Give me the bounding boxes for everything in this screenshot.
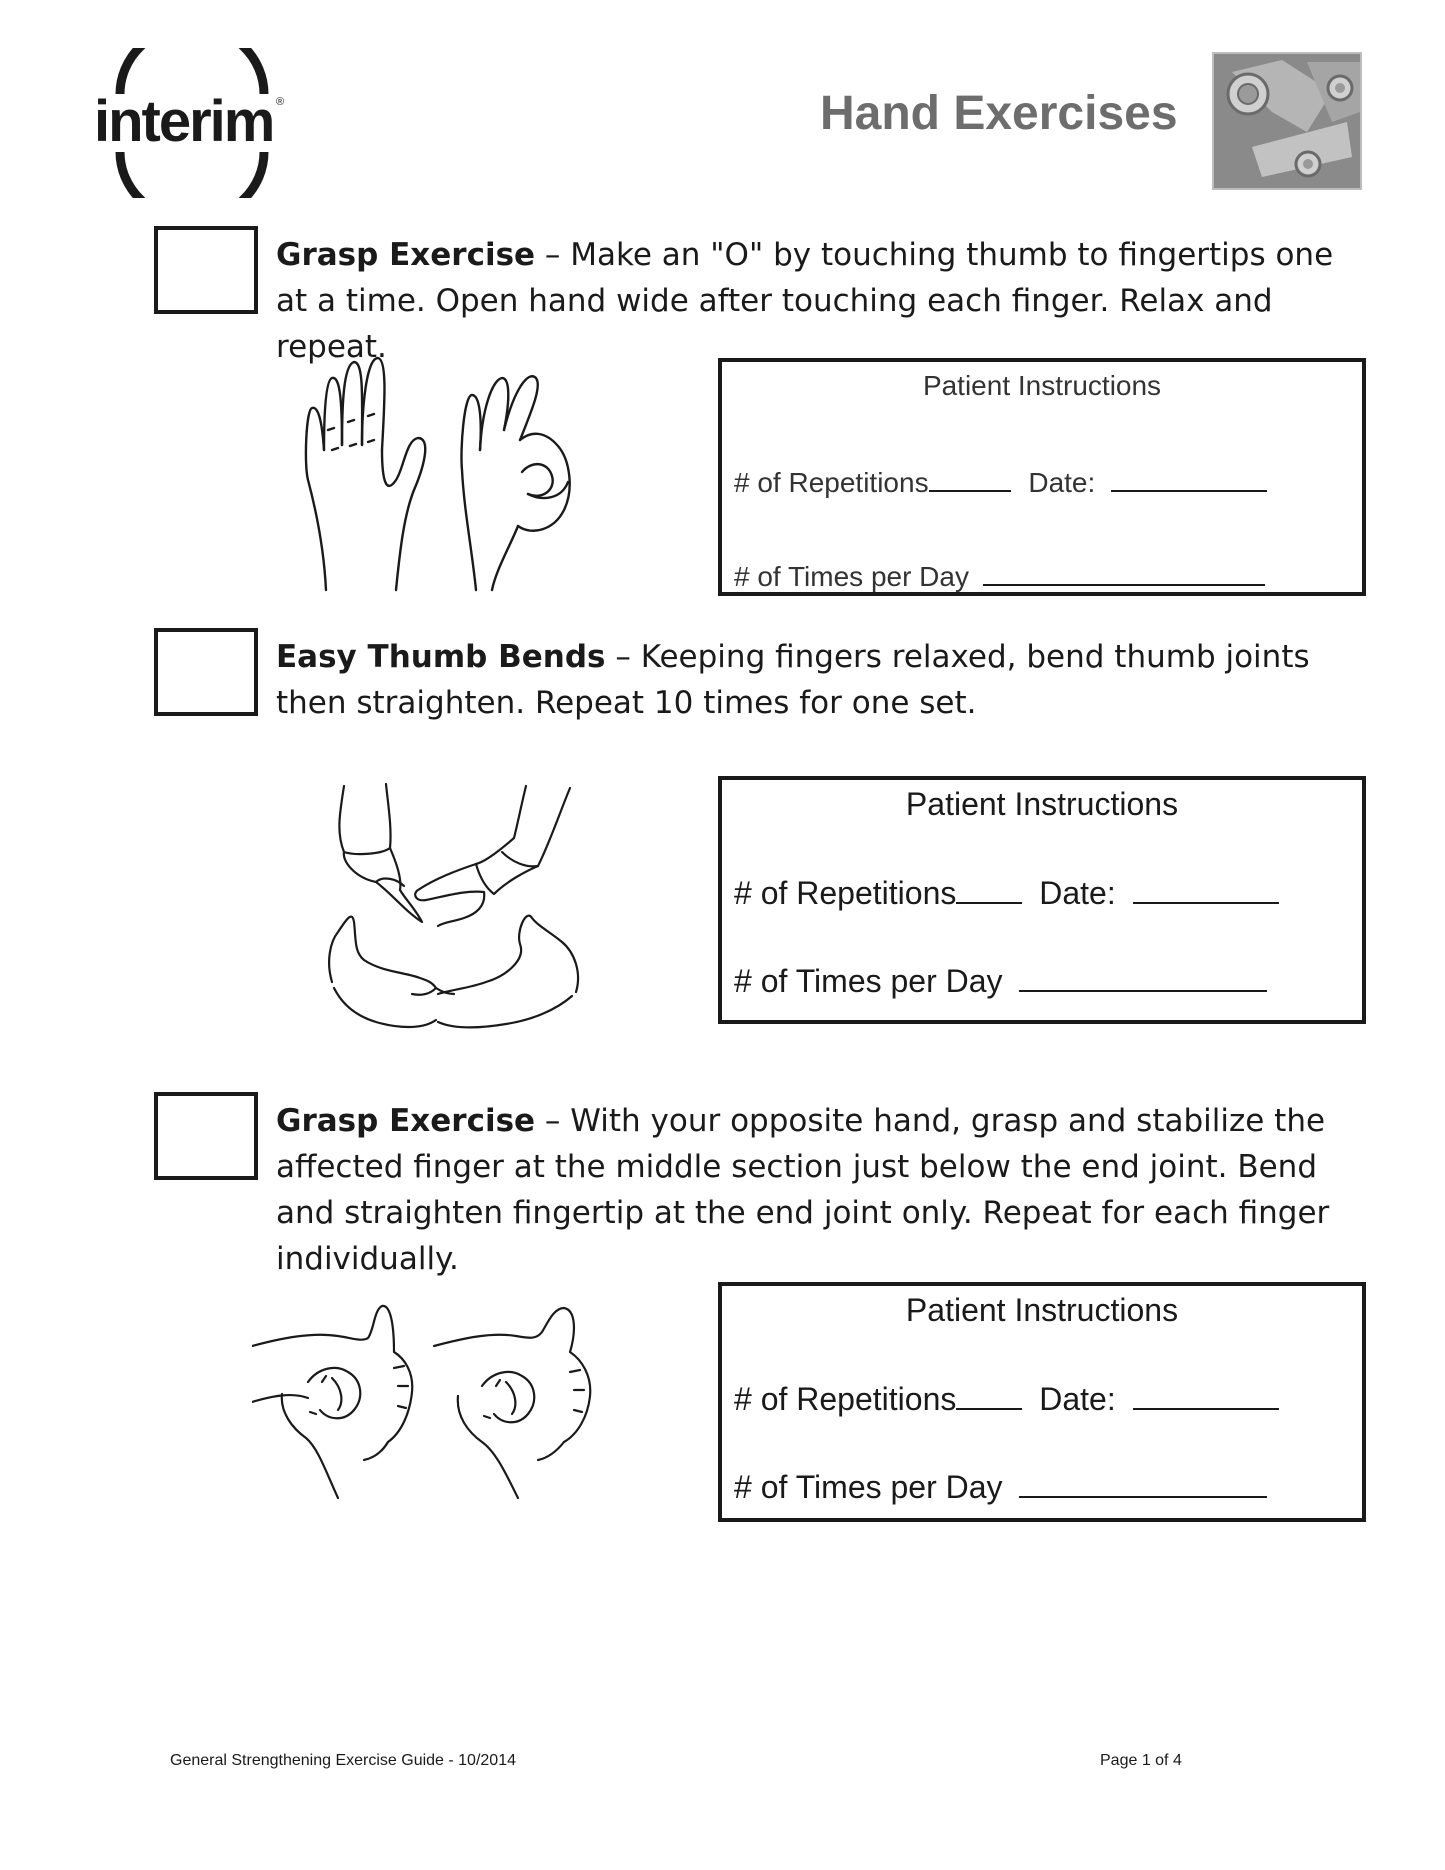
exercise-3-instructions-panel (718, 1282, 1366, 1522)
logo-wordmark: interim (94, 89, 274, 154)
times-per-day-row: # of Times per Day (734, 556, 1265, 593)
exercise-3-name: Grasp Exercise (276, 1103, 536, 1139)
exercise-1-checkbox[interactable] (154, 226, 258, 314)
exercise-2-checkbox[interactable] (154, 628, 258, 716)
repetitions-field[interactable] (956, 1376, 1022, 1410)
footer-page-number: Page 1 of 4 (1100, 1752, 1182, 1769)
times-per-day-field[interactable] (1019, 1464, 1267, 1498)
date-field[interactable] (1133, 870, 1279, 904)
times-per-day-row: # of Times per Day (734, 1464, 1267, 1506)
times-per-day-field[interactable] (1019, 958, 1267, 992)
fingertip-stabilize-hands-icon (252, 1302, 622, 1522)
page-title: Hand Exercises (820, 87, 1178, 140)
exercise-3-text: Grasp Exercise – With your opposite hand, grasp and stabilize the affected finger at the middle section just below the end joint. Bend and straighten fingertip at the end joint only. Repeat for each finger individually. (276, 1103, 1330, 1277)
repetitions-row: # of Repetitions Date: (734, 1376, 1279, 1418)
repetitions-row: # of Repetitions Date: (734, 870, 1279, 912)
exercise-1-name: Grasp Exercise (276, 237, 536, 273)
exercise-3-checkbox[interactable] (154, 1092, 258, 1180)
times-per-day-row: # of Times per Day (734, 958, 1267, 1000)
exercise-1-instructions-panel (718, 358, 1366, 596)
footer-guide-label: General Strengthening Exercise Guide - 10/2014 (170, 1752, 516, 1769)
exercise-2-text: Easy Thumb Bends – Keeping fingers relaxed, bend thumb joints then straighten. Repeat 10 times for one set. (276, 639, 1310, 721)
date-field[interactable] (1111, 462, 1267, 492)
repetitions-field[interactable] (956, 870, 1022, 904)
exercise-2-name: Easy Thumb Bends (276, 639, 606, 675)
logo-registered-mark: ® (276, 96, 285, 108)
gears-icon (1212, 52, 1362, 190)
instructions-title: Patient Instructions (905, 1292, 1179, 1328)
exercise-1-text: Grasp Exercise – Make an "O" by touching thumb to fingertips one at a time. Open hand wide after touching each finger. Relax and repeat. (276, 237, 1334, 365)
instructions-title: Patient Instructions (905, 786, 1179, 822)
date-field[interactable] (1133, 1376, 1279, 1410)
instructions-title: Patient Instructions (922, 370, 1162, 401)
repetitions-row: # of Repetitions Date: (734, 462, 1267, 499)
exercise-3-description: With your opposite hand, grasp and stabilize the affected finger at the middle section just below the end joint. Bend and straighten fingertip at the end joint only. Repeat for each finger individually. (276, 1103, 1330, 1277)
exercise-1-description: Make an "O" by touching thumb to fingertips one at a time. Open hand wide after touching each finger. Relax and repeat. (276, 237, 1334, 365)
exercise-2-description: Keeping fingers relaxed, bend thumb joints then straighten. Repeat 10 times for one set. (276, 639, 1310, 721)
thumb-bend-hands-icon (326, 782, 586, 1032)
repetitions-field[interactable] (929, 462, 1011, 492)
exercise-2-instructions-panel (718, 776, 1366, 1024)
times-per-day-field[interactable] (983, 556, 1265, 586)
open-hand-and-o-hand-icon (296, 350, 636, 600)
